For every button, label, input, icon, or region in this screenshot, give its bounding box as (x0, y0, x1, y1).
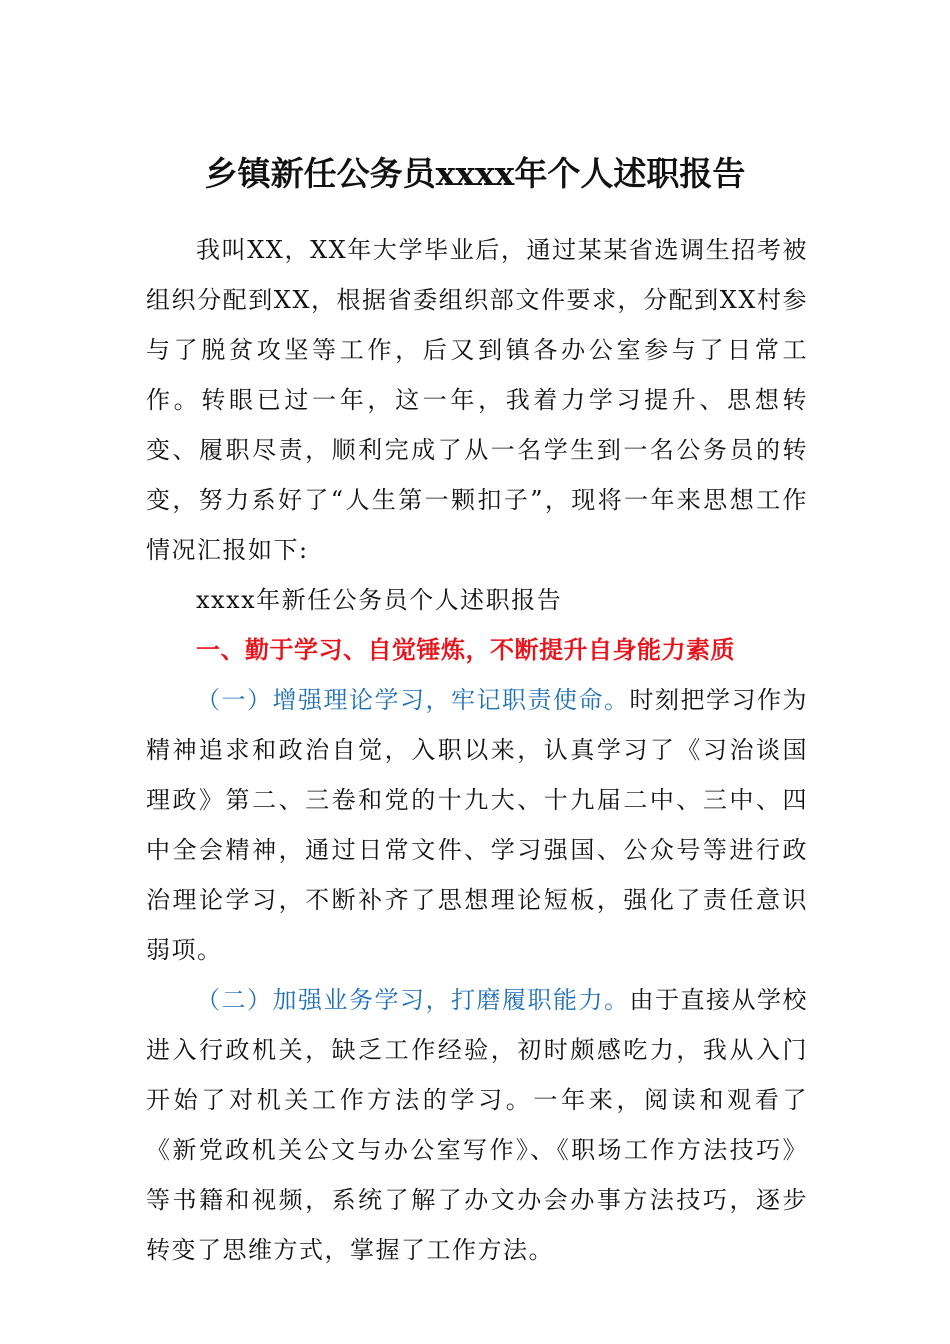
section-item-1-lead: （一）增强理论学习，牢记职责使命。 (196, 686, 630, 714)
document-body (146, 225, 808, 1275)
section-item-2 (146, 975, 808, 1275)
report-subtitle: xxxx年新任公务员个人述职报告 (196, 586, 563, 614)
section-item-2-text: 由于直接从学校进入行政机关，缺乏工作经验，初时颇感吃力，我从入门开始了对机关工作方法的学习。一年来，阅读和观看了《新党政机关公文与办公室写作》、《职场工作方法技巧》等书籍和视频，系统了解了办文办会办事方法技巧，逐步转变了思维方式，掌握了工作方法。 (146, 986, 808, 1264)
intro-paragraph: 我叫XX，XX年大学毕业后，通过某某省选调生招考被组织分配到XX，根据省委组织部文件要求，分配到XX村参与了脱贫攻坚等工作，后又到镇各办公室参与了日常工作。转眼已过一年，这一年，我着力学习提升、思想转变、履职尽责，顺利完成了从一名学生到一名公务员的转变，努力系好了“人生第一颗扣子”，现将一年来思想工作情况汇报如下: (146, 236, 808, 564)
section-item-2-lead: （二）加强业务学习，打磨履职能力。 (196, 986, 630, 1014)
section-item-1 (146, 675, 808, 975)
document-title: 乡镇新任公务员xxxx年个人述职报告 (204, 154, 746, 193)
section-heading-1: 一、勤于学习、自觉锤炼，不断提升自身能力素质 (196, 636, 735, 664)
section-item-1-text: 时刻把学习作为精神追求和政治自觉，入职以来，认真学习了《习治谈国理政》第二、三卷和党的十九大、十九届二中、三中、四中全会精神，通过日常文件、学习强国、公众号等进行政治理论学习，不断补齐了思想理论短板，强化了责任意识弱项。 (146, 686, 808, 964)
